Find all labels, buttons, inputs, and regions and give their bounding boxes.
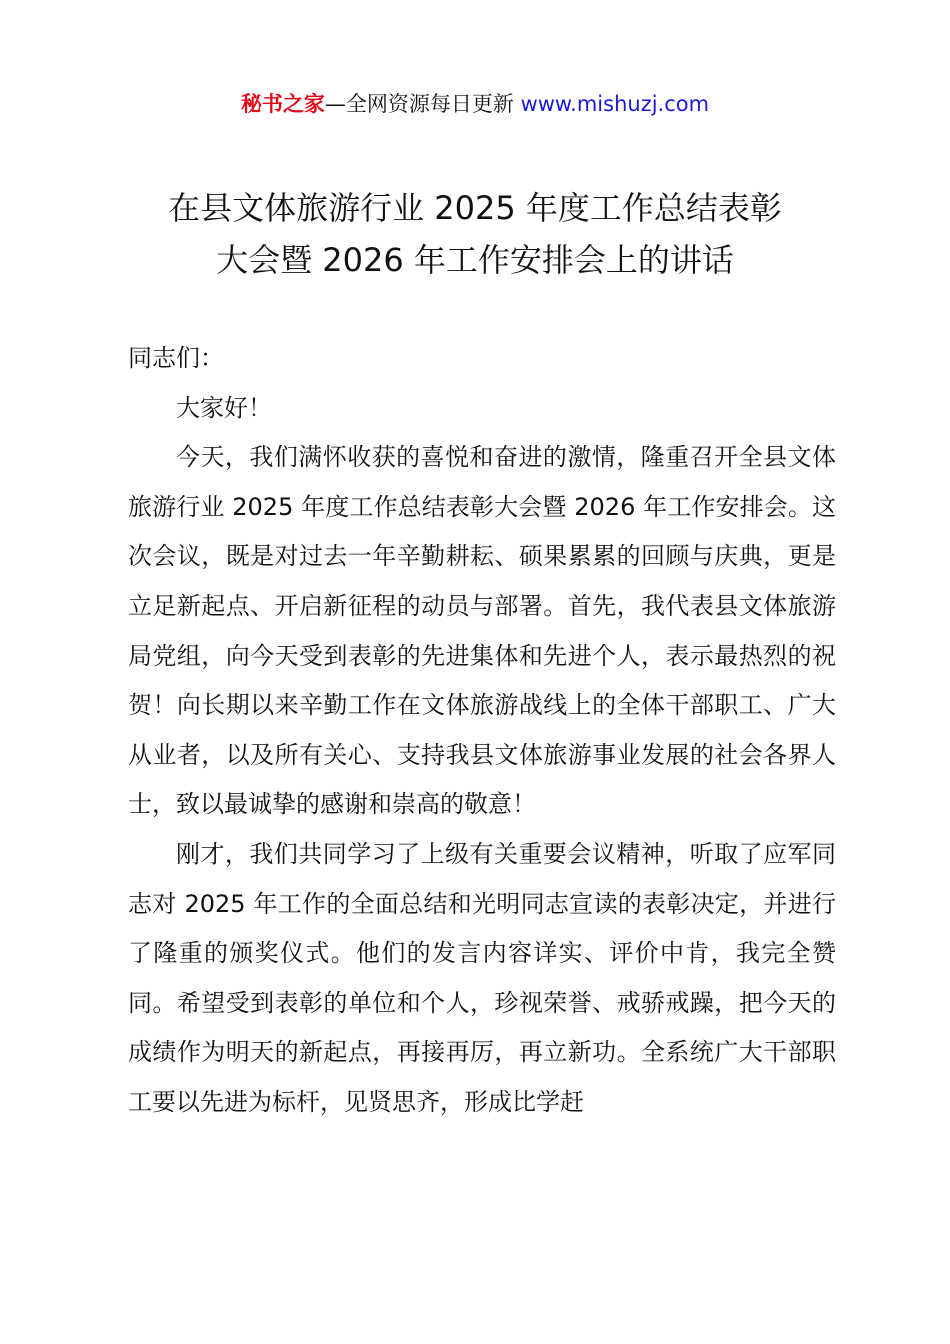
site-url-link[interactable]: www.mishuzj.com	[520, 92, 710, 116]
brand-name: 秘书之家	[240, 92, 325, 116]
header-tagline: —全网资源每日更新	[324, 92, 521, 116]
page-header	[0, 88, 950, 120]
salutation: 同志们：	[128, 344, 224, 372]
document-body	[128, 334, 836, 1128]
body-paragraph-2: 刚才，我们共同学习了上级有关重要会议精神，听取了应军同志对 2025 年工作的全面总结和光明同志宣读的表彰决定，并进行了隆重的颁奖仪式。他们的发言内容详实、评价中肯，我完全赞同。希望受到表彰的单位和个人，珍视荣誉、戒骄戒躁，把今天的成绩作为明天的新起点，再接再厉，再立新功。全系统广大干部职工要以先进为标杆，见贤思齐，形成比学赶	[128, 839, 836, 1116]
title-line-1: 在县文体旅游行业 2025 年度工作总结表彰	[168, 189, 782, 227]
body-paragraph-1: 今天，我们满怀收获的喜悦和奋进的激情，隆重召开全县文体旅游行业 2025 年度工作总结表彰大会暨 2026 年工作安排会。这次会议，既是对过去一年辛勤耕耘、硕果累累的回顾与庆典，更是立足新起点、开启新征程的动员与部署。首先，我代表县文体旅游局党组，向今天受到表彰的先进集体和先进个人，表示最热烈的祝贺！向长期以来辛勤工作在文体旅游战线上的全体干部职工、广大从业者，以及所有关心、支持我县文体旅游事业发展的社会各界人士，致以最诚挚的感谢和崇高的敬意！	[128, 443, 836, 819]
greeting: 大家好！	[176, 393, 272, 422]
document-title	[40, 182, 910, 286]
title-line-2: 大会暨 2026 年工作安排会上的讲话	[216, 241, 734, 279]
